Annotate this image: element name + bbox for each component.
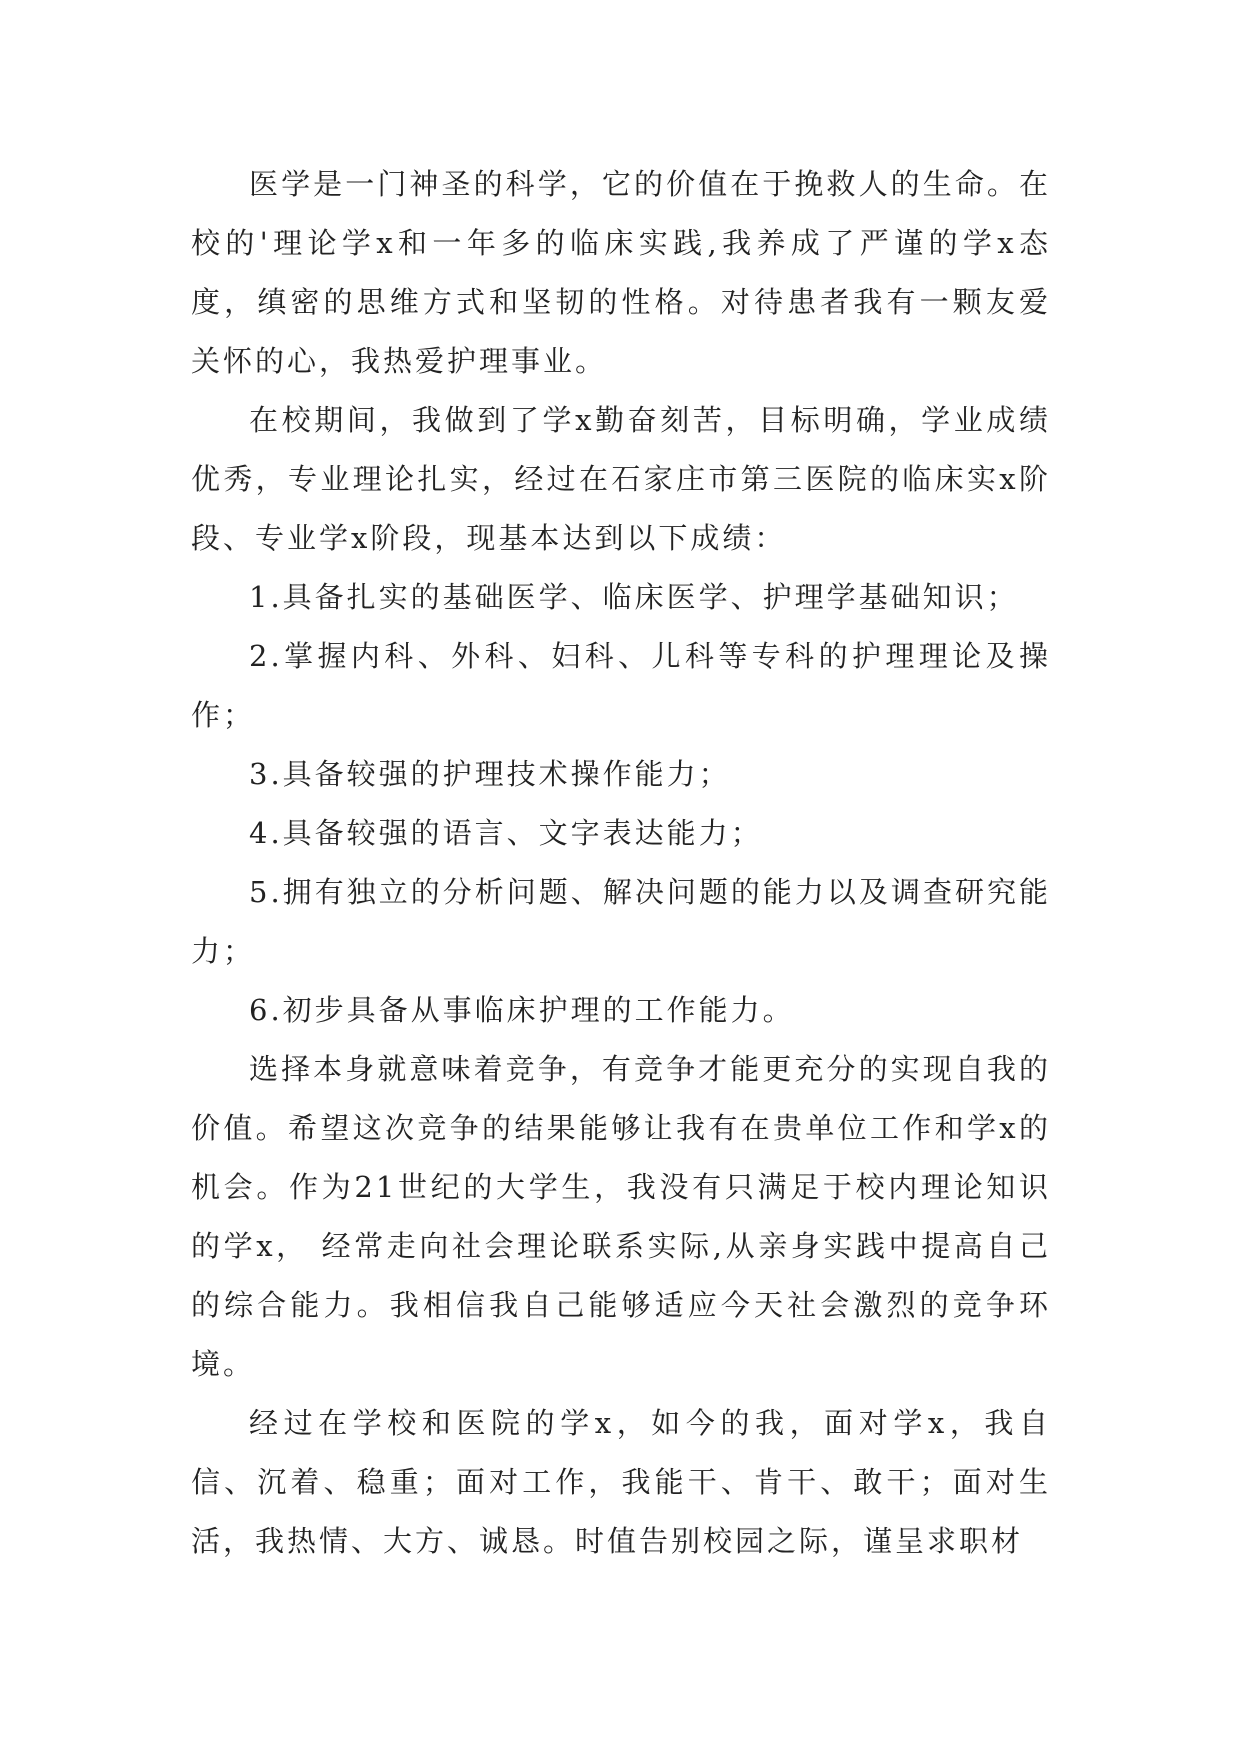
document-body [191, 155, 1051, 1571]
paragraph-competition: 选择本身就意味着竞争，有竞争才能更充分的实现自我的价值。希望这次竞争的结果能够让我有在贵单位工作和学x的机会。作为21世纪的大学生，我没有只满足于校内理论知识的学x， 经常走向社会理论联系实际,从亲身实践中提高自己的综合能力。我相信我自己能够适应今天社会激烈的竞争环境。 [191, 1052, 1051, 1381]
paragraph-closing: 经过在学校和医院的学x，如今的我，面对学x，我自信、沉着、稳重；面对工作，我能干、肯干、敢干；面对生活，我热情、大方、诚恳。时值告别校园之际，谨呈求职材 [191, 1406, 1051, 1558]
list-item-2: 2.掌握内科、外科、妇科、儿科等专科的护理理论及操作； [191, 639, 1051, 732]
list-item-5: 5.拥有独立的分析问题、解决问题的能力以及调查研究能力； [191, 875, 1051, 968]
paragraph-intro: 医学是一门神圣的科学，它的价值在于挽救人的生命。在校的'理论学x和一年多的临床实践,我养成了严谨的学x态度，缜密的思维方式和坚韧的性格。对待患者我有一颗友爱关怀的心，我热爱护理事业。 [191, 167, 1051, 378]
list-item-1: 1.具备扎实的基础医学、临床医学、护理学基础知识； [249, 580, 1019, 614]
paragraph-school-period: 在校期间，我做到了学x勤奋刻苦，目标明确，学业成绩优秀，专业理论扎实，经过在石家庄市第三医院的临床实x阶段、专业学x阶段，现基本达到以下成绩： [191, 403, 1051, 555]
list-item-4: 4.具备较强的语言、文字表达能力； [249, 816, 763, 850]
list-item-6: 6.初步具备从事临床护理的工作能力。 [249, 993, 795, 1027]
list-item-3: 3.具备较强的护理技术操作能力； [249, 757, 731, 791]
